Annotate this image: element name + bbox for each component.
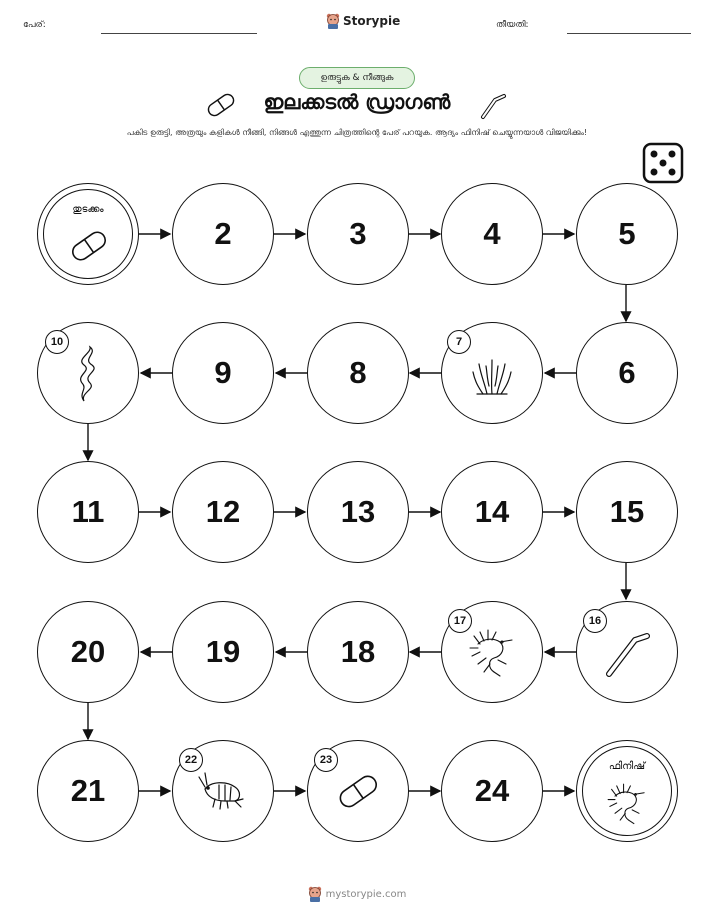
instructions: പകിട ഉരുട്ടി, അത്രയും കളികൾ നീങ്ങി, നിങ്ങൾ എത്തുന്ന ചിത്രത്തിന്റെ പേര് പറയുക. ആദ്യം ഫിനിഷ് ചെയ്യുന്നയാൾ വിജയിക്കും! [126,128,588,137]
square-number-badge: 17 [448,609,472,633]
board-square[interactable]: 11 [37,461,139,563]
board-square[interactable]: 12 [172,461,274,563]
square-number-badge: 23 [314,748,338,772]
square-number-badge: 16 [583,609,607,633]
date-label: തീയതി: [496,20,529,30]
coral-icon [467,348,517,398]
shrimp-icon [197,771,249,811]
board-square[interactable]: 13 [307,461,409,563]
board-square[interactable]: 9 [172,322,274,424]
board-square[interactable]: 2 [172,183,274,285]
leafy-seadragon-icon [603,779,651,827]
board-square[interactable]: 20 [37,601,139,703]
name-label: പേര്: [23,20,46,30]
board-square[interactable]: 5 [576,183,678,285]
board-square[interactable]: 19 [172,601,274,703]
start-square[interactable] [37,183,139,285]
board-square[interactable]: 15 [576,461,678,563]
board-square[interactable]: 3 [307,183,409,285]
board-square[interactable]: 4 [441,183,543,285]
square-number-badge: 10 [45,330,69,354]
capsule-pill-icon [67,228,111,264]
board-square[interactable]: 14 [441,461,543,563]
finish-square[interactable] [576,740,678,842]
footer-url[interactable]: mystorypie.com [325,888,407,900]
seaweed-icon [68,343,108,403]
page-title: ഇലക്കടൽ ഡ്രാഗൺ [263,90,451,114]
board-square[interactable]: 8 [307,322,409,424]
board-square[interactable]: 6 [576,322,678,424]
leafy-seadragon-icon [464,624,520,680]
capsule-pill-icon [333,769,383,813]
square-number-badge: 22 [179,748,203,772]
start-label: തുടക്കം [72,204,104,215]
board-square[interactable]: 24 [441,740,543,842]
bear-mascot-icon [308,886,322,902]
finish-label: ഫിനിഷ് [608,761,646,772]
board-square[interactable]: 21 [37,740,139,842]
brand-name: Storypie [343,14,401,28]
game-type-tag: ഉരുട്ടുക & നീങ്ങുക [299,67,415,89]
square-number-badge: 7 [447,330,471,354]
board-square[interactable]: 18 [307,601,409,703]
straw-icon [601,626,653,678]
footer [0,886,714,902]
